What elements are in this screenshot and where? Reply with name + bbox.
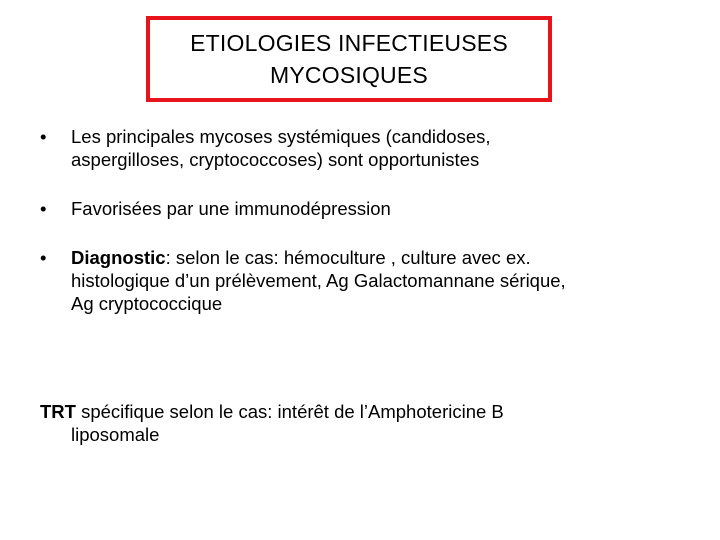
diagnostic-text: : selon le cas: hémoculture , culture avec ex. [165, 247, 531, 268]
treatment-paragraph [40, 400, 690, 446]
bullet-item-immunodepression [40, 197, 700, 220]
bullet-marker: • [40, 247, 47, 268]
title-box [146, 16, 552, 102]
treatment-continuation: liposomale [71, 424, 160, 445]
bullet-marker: • [40, 126, 47, 147]
bullet-line: Ag cryptococcique [71, 293, 223, 314]
bullet-line: Les principales mycoses systémiques (candidoses, [71, 126, 491, 147]
diagnostic-label: Diagnostic [71, 247, 166, 268]
bullet-line: aspergilloses, cryptococcoses) sont opportunistes [71, 149, 480, 170]
slide-title-line-1: ETIOLOGIES INFECTIEUSES [190, 30, 508, 56]
bullet-line-diagnostic-lead [71, 246, 700, 269]
bullet-item-diagnostic [40, 246, 700, 315]
slide-title-line-2: MYCOSIQUES [270, 62, 428, 88]
bullet-marker: • [40, 198, 47, 219]
treatment-label: TRT [40, 401, 76, 422]
bullet-line: histologique d’un prélèvement, Ag Galactomannane sérique, [71, 270, 566, 291]
treatment-lead-line [40, 400, 690, 423]
bullet-item-opportunistic-mycoses [40, 125, 700, 171]
bullet-list [40, 125, 700, 341]
bullet-line: Favorisées par une immunodépression [71, 198, 391, 219]
slide-title [190, 27, 508, 91]
treatment-text: spécifique selon le cas: intérêt de l’Amphotericine B [75, 401, 504, 422]
